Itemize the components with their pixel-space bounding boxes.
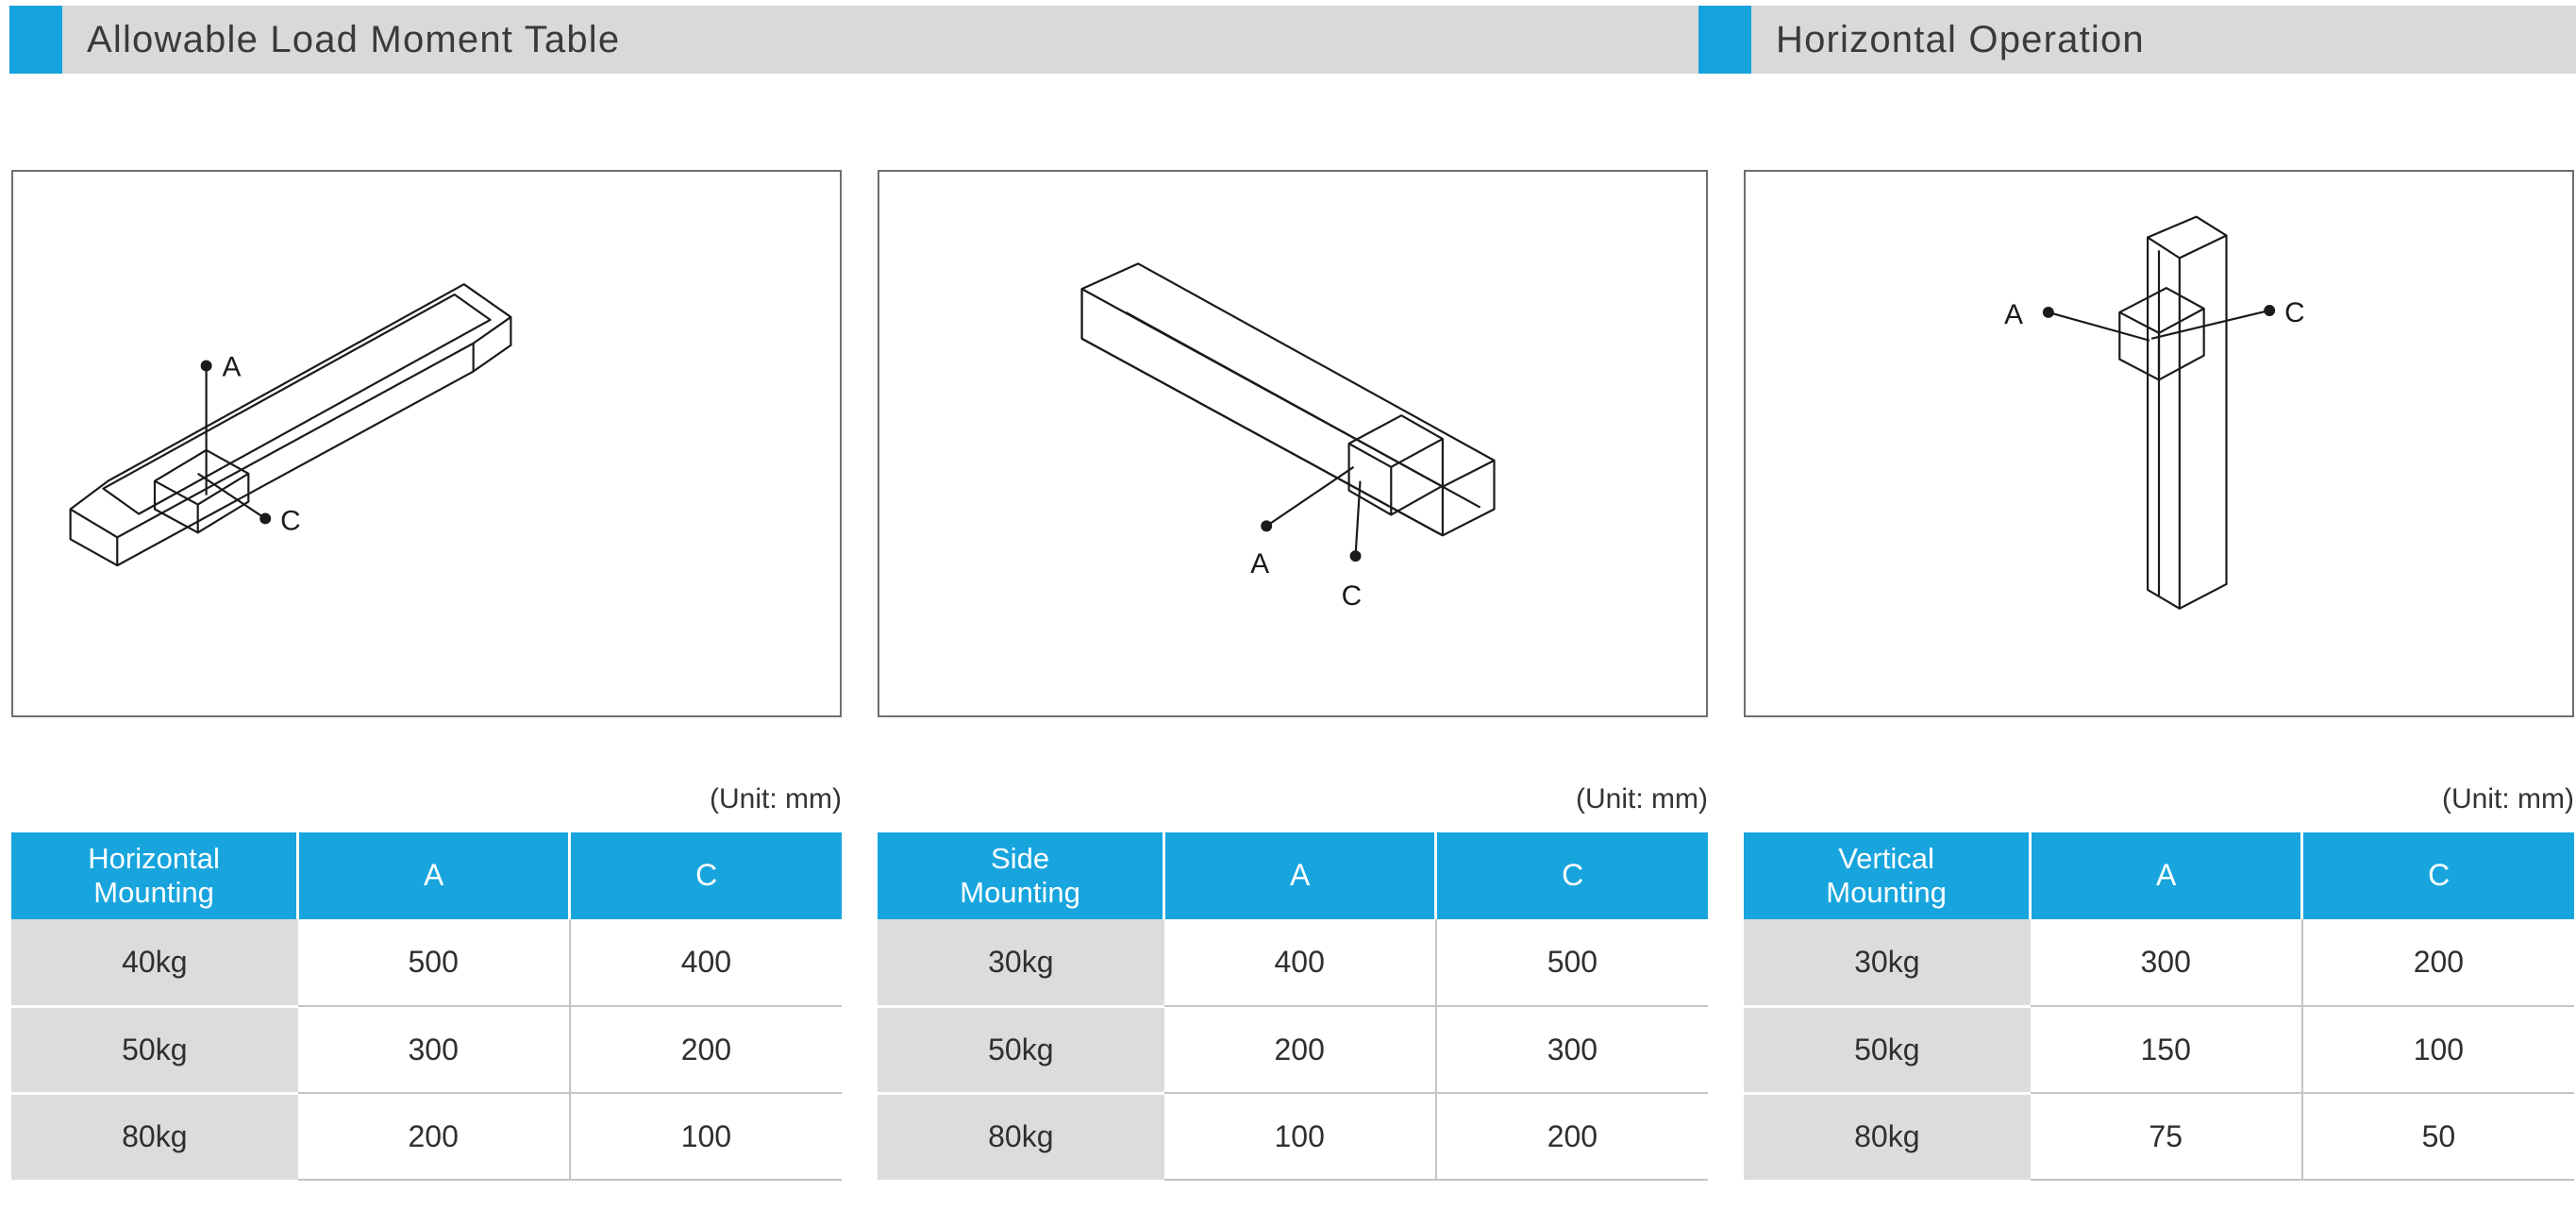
- label-c: C: [1341, 579, 1363, 612]
- row-label-load: 30kg: [1744, 919, 2031, 1006]
- column-header-a: A: [1164, 832, 1436, 919]
- column-header-mounting: [878, 832, 1164, 919]
- table-row: [11, 1093, 842, 1180]
- label-a: A: [2004, 298, 2024, 330]
- column-header-a: A: [298, 832, 570, 919]
- horizontal-mounting-diagram: [11, 170, 842, 717]
- label-a: A: [222, 351, 242, 383]
- cell-a: 400: [1164, 919, 1436, 1006]
- cell-a: 100: [1164, 1093, 1436, 1180]
- column-header-mounting: [1744, 832, 2031, 919]
- point-a-marker: [2043, 307, 2054, 318]
- label-a: A: [1250, 548, 1270, 580]
- column-header-c: C: [2302, 832, 2574, 919]
- accent-block-right: [1698, 6, 1751, 74]
- cell-a: 150: [2031, 1006, 2302, 1093]
- table-row: [878, 1006, 1708, 1093]
- cell-c: 200: [570, 1006, 842, 1093]
- table-row: [11, 1006, 842, 1093]
- point-c-marker: [2264, 305, 2275, 316]
- horizontal-mounting-table: [11, 832, 842, 1181]
- cell-a: 300: [298, 1006, 570, 1093]
- section-header-right: [1698, 6, 2576, 74]
- table-row: [878, 919, 1708, 1006]
- row-label-load: 50kg: [1744, 1006, 2031, 1093]
- column-header-mounting-line2: Mounting: [93, 876, 214, 909]
- table-row: [1744, 1006, 2574, 1093]
- row-label-load: 50kg: [11, 1006, 298, 1093]
- column-header-mounting: [11, 832, 298, 919]
- section-header-left: [9, 6, 1698, 74]
- side-mounting-diagram: [878, 170, 1708, 717]
- vertical-mounting-diagram: [1744, 170, 2574, 717]
- vertical-mounting-table: [1744, 832, 2574, 1181]
- column-header-mounting-line1: Horizontal: [88, 842, 220, 876]
- table-row: [878, 1093, 1708, 1180]
- unit-note-horizontal: (Unit: mm): [710, 783, 842, 814]
- cell-c: 400: [570, 919, 842, 1006]
- cell-c: 500: [1436, 919, 1708, 1006]
- cell-a: 200: [1164, 1006, 1436, 1093]
- column-header-mounting-line1: Side: [991, 842, 1050, 876]
- accent-block-left: [9, 6, 62, 74]
- section-title-left: Allowable Load Moment Table: [87, 18, 621, 60]
- cell-c: 300: [1436, 1006, 1708, 1093]
- table-header-row: [1744, 832, 2574, 919]
- point-a-marker: [1261, 520, 1272, 531]
- cell-a: 200: [298, 1093, 570, 1180]
- table-row: [1744, 919, 2574, 1006]
- point-a-marker: [201, 361, 212, 372]
- row-label-load: 80kg: [878, 1093, 1164, 1180]
- cell-c: 100: [2302, 1006, 2574, 1093]
- column-header-c: C: [570, 832, 842, 919]
- cell-a: 75: [2031, 1093, 2302, 1180]
- cell-a: 500: [298, 919, 570, 1006]
- row-label-load: 40kg: [11, 919, 298, 1006]
- point-c-marker: [259, 512, 271, 524]
- cell-c: 50: [2302, 1093, 2574, 1180]
- table-header-row: [11, 832, 842, 919]
- cell-a: 300: [2031, 919, 2302, 1006]
- unit-note-side: (Unit: mm): [1576, 783, 1708, 814]
- table-row: [1744, 1093, 2574, 1180]
- row-label-load: 50kg: [878, 1006, 1164, 1093]
- label-c: C: [2284, 296, 2305, 328]
- column-header-mounting-line2: Mounting: [1826, 876, 1947, 909]
- table-header-row: [878, 832, 1708, 919]
- row-label-load: 80kg: [1744, 1093, 2031, 1180]
- point-c-marker: [1350, 550, 1362, 562]
- row-label-load: 30kg: [878, 919, 1164, 1006]
- cell-c: 200: [2302, 919, 2574, 1006]
- cell-c: 100: [570, 1093, 842, 1180]
- column-header-c: C: [1436, 832, 1708, 919]
- cell-c: 200: [1436, 1093, 1708, 1180]
- label-c: C: [280, 505, 301, 537]
- column-header-a: A: [2031, 832, 2302, 919]
- row-label-load: 80kg: [11, 1093, 298, 1180]
- column-header-mounting-line1: Vertical: [1838, 842, 1934, 876]
- unit-note-vertical: (Unit: mm): [2442, 783, 2574, 814]
- side-mounting-table: [878, 832, 1708, 1181]
- section-title-right: Horizontal Operation: [1776, 18, 2145, 60]
- column-header-mounting-line2: Mounting: [960, 876, 1080, 909]
- table-row: [11, 919, 842, 1006]
